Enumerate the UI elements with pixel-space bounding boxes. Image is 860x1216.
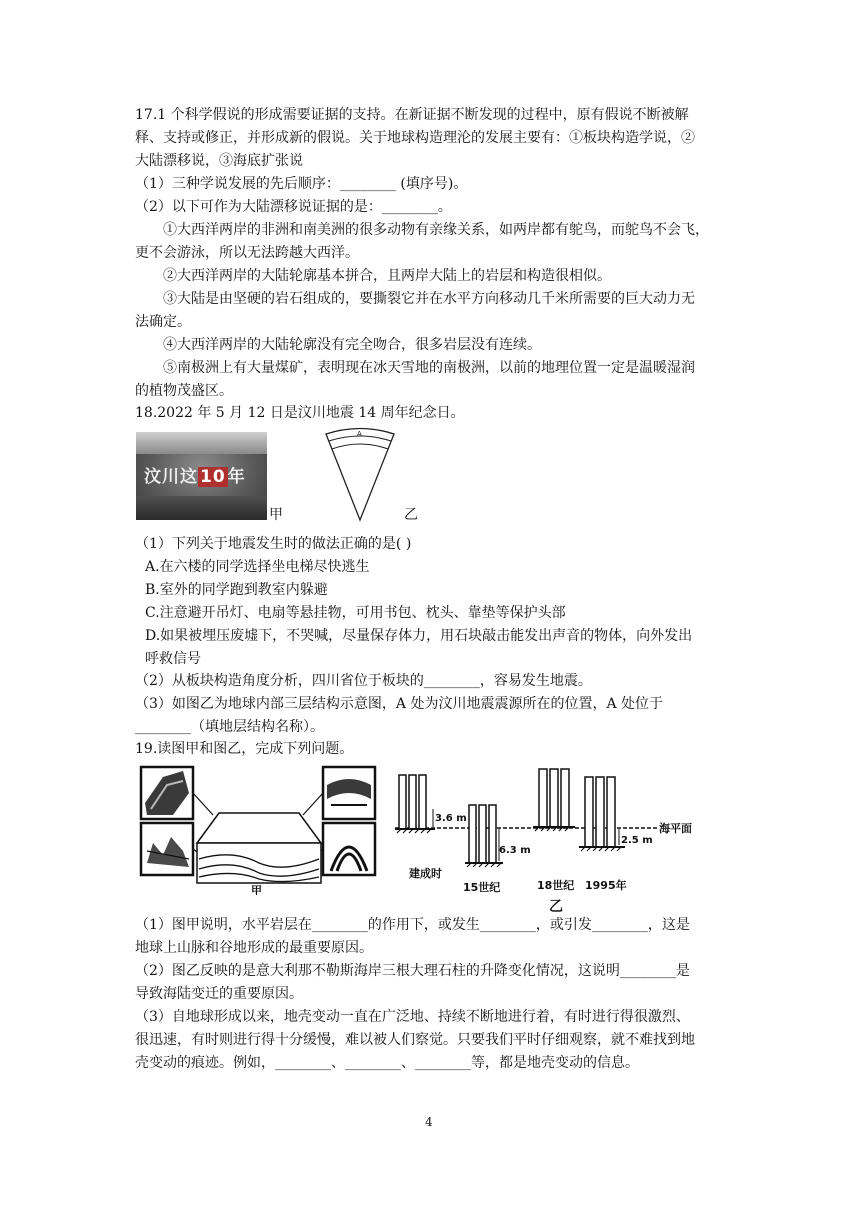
sea-level-label: 海平面 [659,822,692,835]
text-line: 的植物茂盛区。 [135,383,233,399]
columns-1995 [579,777,627,892]
text-line: ________（填地层结构名称）。 [135,719,324,735]
text-line: 很迅速，有时则进行得十分缓慢，难以被人们察觉。只要我们平时仔细观察，就不难找到地 [135,1032,695,1048]
fig19-jia-label: 甲 [251,884,262,895]
text-line: 导致海陆变迁的重要原因。 [135,986,303,1002]
q19-intro: 19.读图甲和图乙，完成下列问题。 [135,741,354,757]
measure-label: 3.6 m [435,813,467,824]
text-line: 呼救信号 [145,651,201,667]
text-line: （3）自地球形成以来，地壳变动一直在广泛地、持续不断地进行着，有时进行得很激烈、 [135,1009,690,1025]
text-line: ②大西洋两岸的大陆轮廓基本拼合，且两岸大陆上的岩层和构造很相似。 [163,268,611,284]
period-label: 建成时 [409,867,442,880]
text-line: A.在六楼的同学选择坐电梯尽快逃生 [145,559,370,575]
text-line: C.注意避开吊灯、电扇等悬挂物，可用书包、枕头、靠垫等保护头部 [145,605,566,621]
text-line: ③大陆是由坚硬的岩石组成的，要撕裂它并在水平方向移动几千米所需要的巨大动力无 [163,291,695,307]
text-line: ⑤南极洲上有大量煤矿，表明现在冰天雪地的南极洲，以前的地理位置一定是温暖湿润 [163,360,695,376]
earth-layers-diagram [320,424,400,526]
text-line: 地球上山脉和谷地形成的最重要原因。 [135,940,373,956]
point-a-label: A [357,430,362,438]
text-line: （2）从板块构造角度分析，四川省位于板块的________，容易发生地震。 [135,673,592,689]
text-line: 更不会游泳，所以无法跨越大西洋。 [135,245,359,261]
text-line: （1）图甲说明，水平岩层在________的作用下，或发生________，或引发________，这是 [135,917,690,933]
figure-yi-label: 乙 [404,507,418,523]
q18-intro: 18.2022 年 5 月 12 日是汶川地震 14 周年纪念日。 [135,405,465,421]
text-line: 壳变动的痕迹。例如，________、________、________等，都是地壳变动的信息。 [135,1055,639,1071]
text-line: （1）三种学说发展的先后顺序：________ (填序号)。 [135,176,468,192]
text-line: D.如果被埋压废墟下，不哭喊，尽量保存体力，用石块敲击能发出声音的物体，向外发出 [145,628,693,644]
measure-label: 2.5 m [621,835,653,846]
text-line: ④大西洋两岸的大陆轮廓没有完全吻合，很多岩层没有连续。 [163,337,541,353]
columns-15th-century [463,805,503,894]
text-line: （2）以下可作为大陆漂移说证据的是：________。 [135,199,452,215]
period-label: 1995年 [585,879,627,892]
figure-jia-label: 甲 [269,507,283,523]
period-label: 15世纪 [463,881,501,894]
marble-columns-diagram [395,765,705,915]
text-line: ①大西洋两岸的非洲和南美洲的很多动物有亲缘关系，如两岸都有鸵鸟，而鸵鸟不会飞， [163,222,709,238]
columns-18th-century [533,769,575,892]
measure-label: 6.3 m [499,845,531,856]
text-line: 17.1 个科学假说的形成需要证据的支持。在新证据不断发现的过程中，原有假说不断被解 [135,107,689,123]
text-line: （3）如图乙为地球内部三层结构示意图，A 处为汶川地震震源所在的位置，A 处位于 [135,696,664,712]
photo-caption: 汶川这 10 年 [144,467,246,487]
text-line: （2）图乙反映的是意大利那不勒斯海岸三根大理石柱的升降变化情况，这说明________是 [135,963,690,979]
wenchuan-memorial-photo [136,432,267,520]
text-line: B.室外的同学跑到教室内躲避 [145,582,328,598]
period-label: 18世纪 [537,879,575,892]
text-line: 法确定。 [135,314,191,330]
page-number: 4 [425,1115,433,1129]
fig19-yi-label: 乙 [549,899,563,915]
fold-fault-diagram [133,763,385,895]
text-line: 释、支持或修正，并形成新的假说。关于地球构造理沦的发展主要有：①板块构造学说，② [135,130,695,146]
text-line: 大陆漂移说，③海底扩张说 [135,153,303,169]
text-line: （1）下列关于地震发生时的做法正确的是( ) [135,536,412,552]
